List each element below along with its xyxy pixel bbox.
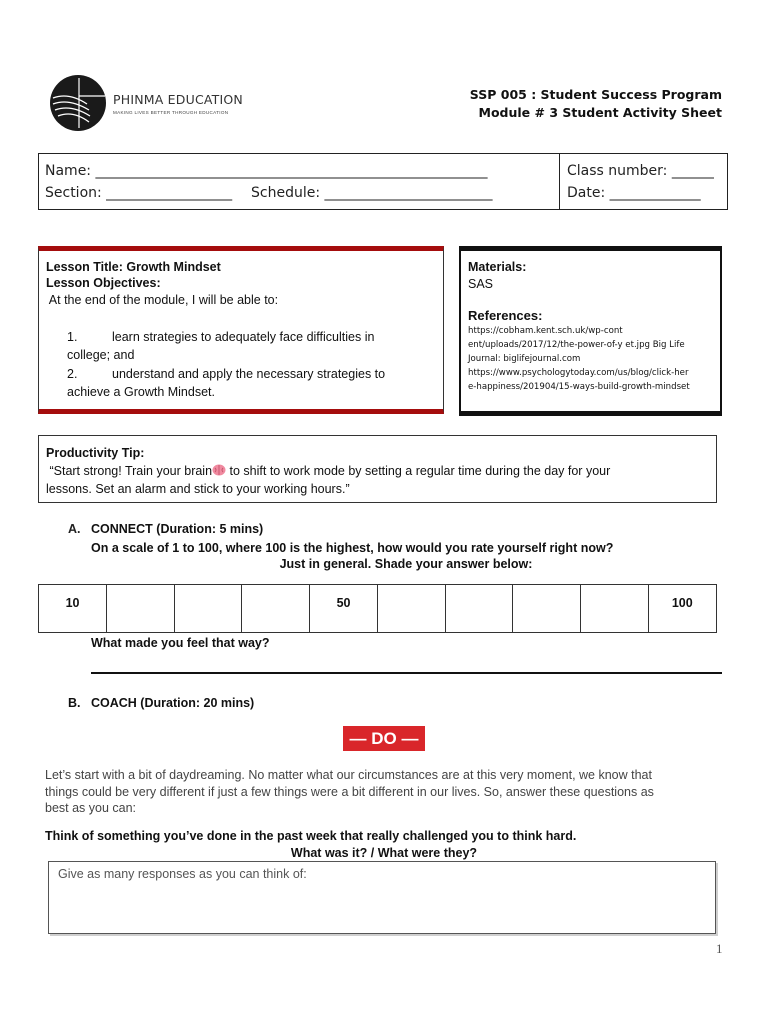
productivity-tip-box bbox=[38, 435, 717, 503]
reference-line-3: Journal: biglifejournal.com bbox=[468, 354, 581, 364]
lesson-title: Lesson Title: Growth Mindset bbox=[46, 260, 221, 274]
course-title: SSP 005 : Student Success Program bbox=[469, 87, 722, 102]
page-number: 1 bbox=[716, 941, 723, 956]
section-b-title: COACH (Duration: 20 mins) bbox=[91, 696, 255, 710]
section-a-letter: A. bbox=[68, 522, 81, 536]
scale-cell[interactable] bbox=[242, 585, 310, 633]
lesson-intro: At the end of the module, I will be able to: bbox=[46, 293, 279, 307]
section-a-question-1: On a scale of 1 to 100, where 100 is the highest, how would you rate yourself right now? bbox=[91, 541, 614, 555]
lesson-box bbox=[38, 246, 444, 414]
materials-label: Materials: bbox=[468, 260, 527, 274]
phinma-logo-icon bbox=[49, 74, 107, 132]
intro-paragraph-line-2: things could be very different if just a few things were a bit different in our lives. So, answer these questions as bbox=[45, 785, 654, 799]
student-info-box bbox=[38, 153, 728, 210]
answer-box[interactable] bbox=[48, 861, 716, 934]
objective-2-text: understand and apply the necessary strategies to bbox=[112, 367, 386, 381]
challenge-question-2: What was it? / What were they? bbox=[290, 846, 478, 860]
scale-cell-10[interactable]: 10 bbox=[39, 585, 107, 633]
reference-line-4: https://www.psychologytoday.com/us/blog/click-her bbox=[468, 368, 689, 378]
intro-paragraph-line-1: Let’s start with a bit of daydreaming. No matter what our circumstances are at this very moment, we know that bbox=[45, 768, 652, 782]
section-a-question-2: Just in general. Shade your answer below: bbox=[279, 557, 533, 571]
scale-cell-100[interactable]: 100 bbox=[648, 585, 716, 633]
class-number-field[interactable]: Class number: ______ bbox=[567, 163, 714, 179]
materials-box bbox=[459, 246, 722, 416]
reference-line-5: e-happiness/201904/15-ways-build-growth-mindset bbox=[468, 382, 690, 392]
date-field[interactable]: Date: _____________ bbox=[567, 185, 701, 201]
tip-line-1-start: “Start strong! Train your brain bbox=[46, 464, 213, 478]
scale-cell[interactable] bbox=[174, 585, 242, 633]
section-field[interactable]: Section: __________________ bbox=[45, 185, 233, 201]
followup-answer-line[interactable] bbox=[91, 672, 722, 674]
name-field[interactable]: Name: ________________________________________________________ bbox=[45, 163, 488, 179]
tip-line-2: lessons. Set an alarm and stick to your working hours.” bbox=[46, 482, 350, 496]
tip-line-1-end: to shift to work mode by setting a regular time during the day for your bbox=[226, 464, 611, 478]
logo-tagline: MAKING LIVES BETTER THROUGH EDUCATION bbox=[113, 110, 229, 115]
objective-2-continued: achieve a Growth Mindset. bbox=[67, 385, 215, 399]
objective-1-continued: college; and bbox=[67, 348, 135, 362]
objective-1-number: 1. bbox=[67, 330, 78, 344]
schedule-field[interactable]: Schedule: ________________________ bbox=[251, 185, 493, 201]
section-a-title: CONNECT (Duration: 5 mins) bbox=[91, 522, 264, 536]
rating-scale bbox=[38, 584, 717, 633]
answer-prompt: Give as many responses as you can think of: bbox=[58, 867, 307, 881]
brain-icon bbox=[212, 464, 226, 476]
followup-question: What made you feel that way? bbox=[91, 636, 270, 650]
tip-label: Productivity Tip: bbox=[46, 446, 145, 460]
logo-name: PHINMA EDUCATION bbox=[113, 92, 243, 107]
intro-paragraph-line-3: best as you can: bbox=[45, 801, 137, 815]
materials-value: SAS bbox=[468, 277, 494, 291]
scale-cell-50[interactable]: 50 bbox=[309, 585, 377, 633]
objective-2-number: 2. bbox=[67, 367, 78, 381]
tip-line-1 bbox=[46, 464, 610, 478]
phinma-logo bbox=[49, 74, 249, 134]
module-title: Module # 3 Student Activity Sheet bbox=[478, 105, 722, 120]
challenge-question-1: Think of something you’ve done in the past week that really challenged you to think hard. bbox=[45, 829, 577, 843]
scale-cell[interactable] bbox=[513, 585, 581, 633]
scale-cell[interactable] bbox=[378, 585, 446, 633]
objective-1-text: learn strategies to adequately face difficulties in bbox=[112, 330, 375, 344]
reference-line-2: ent/uploads/2017/12/the-power-of-y et.jpg Big Life bbox=[468, 340, 685, 350]
reference-line-1: https://cobham.kent.sch.uk/wp-cont bbox=[468, 326, 623, 336]
scale-cell[interactable] bbox=[580, 585, 648, 633]
info-divider bbox=[559, 154, 560, 209]
lesson-objectives-label: Lesson Objectives: bbox=[46, 276, 161, 290]
references-label: References: bbox=[468, 308, 543, 323]
section-b-letter: B. bbox=[68, 696, 81, 710]
scale-cell[interactable] bbox=[445, 585, 513, 633]
scale-cell[interactable] bbox=[107, 585, 175, 633]
do-badge: — DO — bbox=[343, 726, 425, 751]
